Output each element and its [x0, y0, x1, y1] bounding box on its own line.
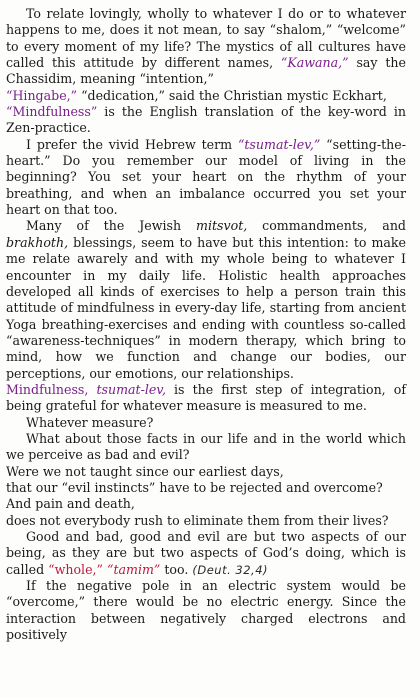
term-mindfulness: “Mindfulness” [6, 104, 98, 120]
line-eliminate: does not everybody rush to eliminate them from their lives? [6, 512, 389, 528]
line-evil-instincts: that our “evil instincts” have to be rejected and overcome? [6, 479, 383, 495]
handwritten-note: (Deut. 32,4) [192, 562, 269, 577]
paragraph-hingabe [6, 88, 406, 104]
term-tsumat-lev: “tsumat-lev,” [237, 136, 321, 152]
paragraph-text: “dedication,” said the Christian mystic Eckhart, [77, 87, 387, 103]
paragraph-text: Many of the Jewish [26, 218, 196, 234]
paragraph-text: commandments, and [247, 218, 406, 234]
line-what-about: What about those facts in our life and in the world which we perceive as bad and evil? [6, 430, 406, 463]
term-tsumat-lev-2: tsumat-lev, [96, 381, 166, 397]
paragraph-first-step [6, 382, 406, 415]
term-whole: “whole,” [48, 561, 103, 577]
term-tamim: “tamim” [107, 561, 161, 577]
term-hingabe: “Hingabe,” [6, 87, 78, 103]
line-were-we-not: Were we not taught since our earliest days, [6, 463, 284, 479]
paragraph-text: I prefer the vivid Hebrew term [26, 136, 238, 152]
body-text [6, 6, 406, 643]
term-mitsvot: mitsvot, [196, 218, 248, 234]
paragraph-text: To relate lovingly, wholly to whatever I do or to whatever happens to me, does it not mean, to say “shalom,” “welcome” to every moment of my life? The mystics of all cultures have called this attitude by different names, [6, 6, 406, 71]
paragraph-text: blessings, seem to have but this intention: to make me relate awarely and with my whole being to whatever I encounter in my daily life. Holistic health approaches developed all kinds of exercises to help a person train this attitude of mindfulness in every-day life, starting from ancient Yoga breathing-exercises and ending with countless so-called “awareness-techniques” in modern therapy, which bring to mind, how we function and change our bodies, our perceptions, our emotions, our relationships. [6, 234, 406, 381]
line-pain-death: And pain and death, [6, 496, 135, 512]
term-mindfulness-2: Mindfulness, [6, 381, 89, 397]
paragraph-text: is the first step of integration, of being grateful for whatever measure is measured to me. [6, 381, 406, 414]
paragraph-shalom [6, 6, 406, 88]
paragraph-text: Good and bad, good and evil are but two aspects of our being, as they are but two aspects of God’s doing, which is called [6, 529, 406, 577]
paragraph-text: “setting-the-heart.” Do you remember our model of living in the beginning? You set your heart on the rhythm of your breathing, and when an imbalance occurred you set your heart on that too. [6, 136, 406, 218]
paragraph-mindfulness [6, 104, 406, 137]
line-whatever-measure: Whatever measure? [26, 414, 154, 430]
paragraph-text: say the Chassidim, meaning “intention,” [6, 55, 406, 87]
paragraph-mitsvot [6, 218, 406, 381]
paragraph-good-bad [6, 529, 406, 578]
paragraph-text: too. [160, 561, 189, 577]
paragraph-electric: If the negative pole in an electric system would be “overcome,” there would be no electric energy. Since the interaction between negatively charged electrons and positively [6, 578, 406, 643]
paragraph-text: is the English translation of the key-word in Zen-practice. [6, 104, 406, 136]
term-brakhoth: brakhoth, [6, 234, 69, 250]
paragraph-tsumat-lev [6, 137, 406, 219]
term-kawana: “Kawana,” [280, 55, 349, 71]
